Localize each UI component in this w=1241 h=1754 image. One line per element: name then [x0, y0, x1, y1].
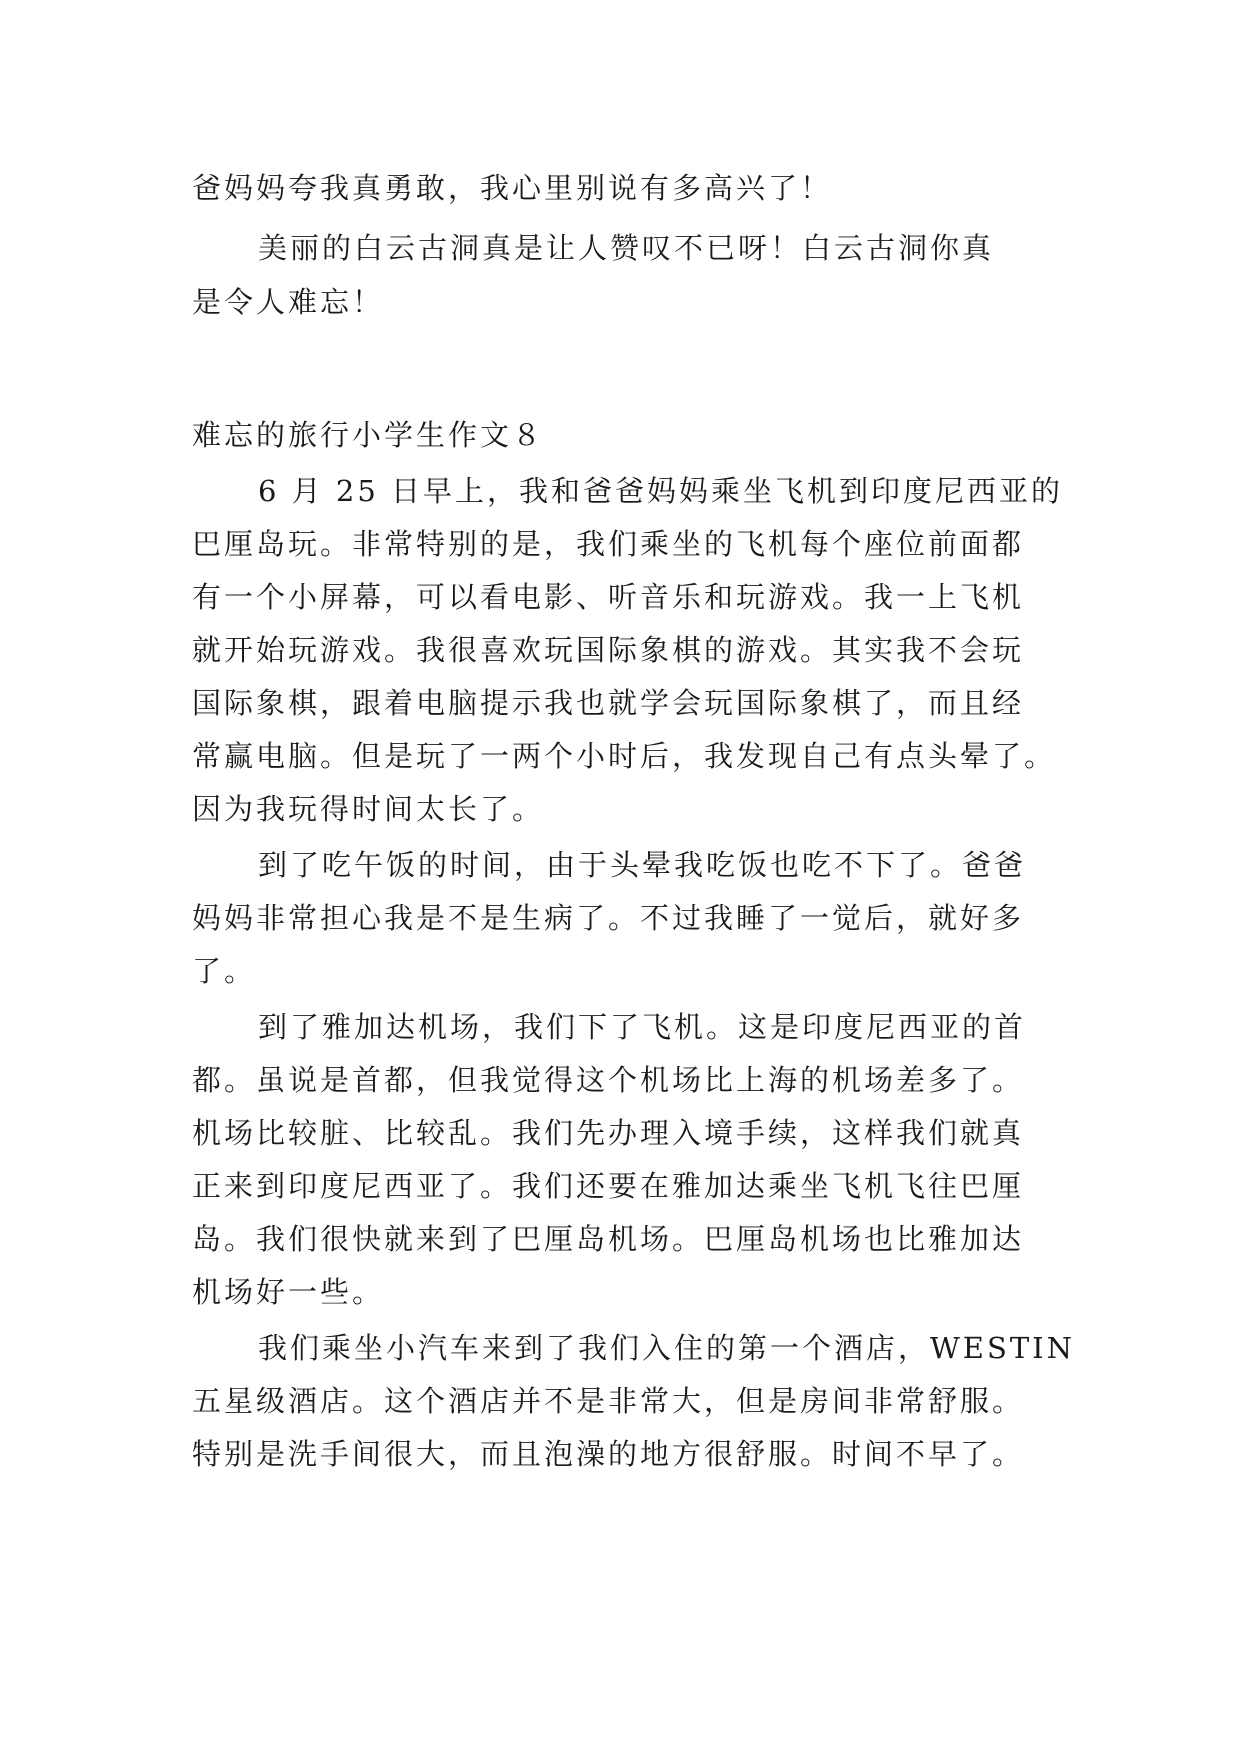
paragraph-line: 都。虽说是首都，但我觉得这个机场比上海的机场差多了。: [192, 1063, 1025, 1097]
paragraph-line: 就开始玩游戏。我很喜欢玩国际象棋的游戏。其实我不会玩: [192, 633, 1025, 667]
paragraph-line: 正来到印度尼西亚了。我们还要在雅加达乘坐飞机飞往巴厘: [192, 1169, 1025, 1203]
paragraph-line: 因为我玩得时间太长了。: [192, 792, 545, 826]
paragraph-line: 特别是洗手间很大，而且泡澡的地方很舒服。时间不早了。: [192, 1437, 1025, 1471]
paragraph-line: 国际象棋，跟着电脑提示我也就学会玩国际象棋了，而且经: [192, 686, 1025, 720]
paragraph-line: 常赢电脑。但是玩了一两个小时后，我发现自己有点头晕了。: [192, 739, 1057, 773]
paragraph-line: 到了雅加达机场，我们下了飞机。这是印度尼西亚的首: [258, 1010, 1027, 1044]
paragraph-line: 机场好一些。: [192, 1275, 385, 1309]
paragraph-line: 我们乘坐小汽车来到了我们入住的第一个酒店，WESTIN: [258, 1331, 1076, 1365]
paragraph-line: 爸妈妈夸我真勇敢，我心里别说有多高兴了！: [192, 171, 833, 205]
paragraph-line: 了。: [192, 954, 257, 988]
paragraph-line: 美丽的白云古洞真是让人赞叹不已呀！白云古洞你真: [258, 231, 995, 265]
paragraph-line: 机场比较脏、比较乱。我们先办理入境手续，这样我们就真: [192, 1116, 1025, 1150]
paragraph-line: 是令人难忘！: [192, 285, 385, 319]
paragraph-line: 五星级酒店。这个酒店并不是非常大，但是房间非常舒服。: [192, 1384, 1025, 1418]
paragraph-line: 妈妈非常担心我是不是生病了。不过我睡了一觉后，就好多: [192, 901, 1025, 935]
paragraph-line: 巴厘岛玩。非常特别的是，我们乘坐的飞机每个座位前面都: [192, 527, 1025, 561]
paragraph-line: 岛。我们很快就来到了巴厘岛机场。巴厘岛机场也比雅加达: [192, 1222, 1025, 1256]
section-title: 难忘的旅行小学生作文８: [192, 418, 545, 452]
paragraph-line: 有一个小屏幕，可以看电影、听音乐和玩游戏。我一上飞机: [192, 580, 1025, 614]
paragraph-line: 6 月 25 日早上，我和爸爸妈妈乘坐飞机到印度尼西亚的: [258, 474, 1064, 508]
paragraph-line: 到了吃午饭的时间，由于头晕我吃饭也吃不下了。爸爸: [258, 848, 1027, 882]
